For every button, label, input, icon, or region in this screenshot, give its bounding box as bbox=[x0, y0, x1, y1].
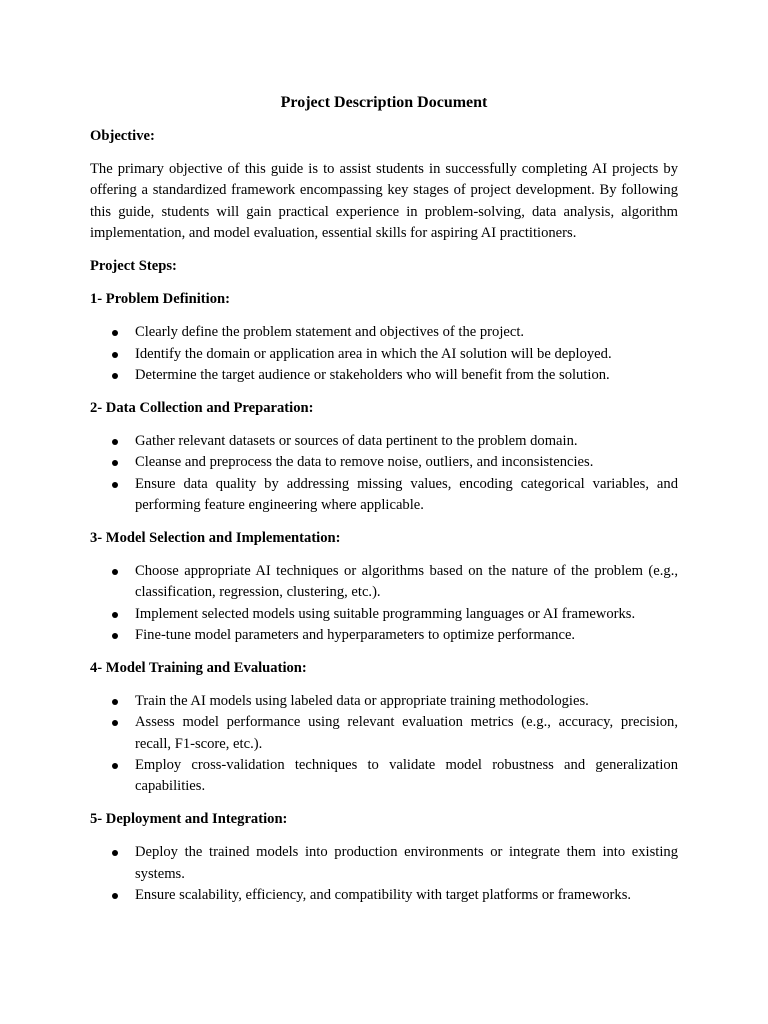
document-page bbox=[90, 92, 678, 918]
bullet-icon bbox=[112, 893, 118, 899]
objective-heading: Objective: bbox=[90, 128, 155, 144]
list-item-text: Cleanse and preprocess the data to remove noise, outliers, and inconsistencies. bbox=[135, 454, 594, 471]
bullet-icon bbox=[112, 763, 118, 769]
list-item-text: Choose appropriate AI techniques or algorithms based on the nature of the problem (e.g., classification, regression, clustering, etc.). bbox=[135, 563, 678, 601]
list-item bbox=[90, 365, 678, 386]
bullet-icon bbox=[112, 612, 118, 618]
section-heading-deployment: 5- Deployment and Integration: bbox=[90, 811, 288, 828]
page-title: Project Description Document bbox=[280, 94, 488, 111]
list-item-text: Ensure scalability, efficiency, and compatibility with target platforms or frameworks. bbox=[135, 886, 632, 903]
bullet-icon bbox=[112, 482, 118, 488]
section-heading-model-selection: 3- Model Selection and Implementation: bbox=[90, 530, 341, 547]
bullet-icon bbox=[112, 699, 118, 705]
list-item bbox=[90, 474, 678, 516]
list-item bbox=[90, 625, 678, 646]
list-item-text: Employ cross-validation techniques to validate model robustness and generalization capabilities. bbox=[135, 756, 678, 795]
objective-paragraph: The primary objective of this guide is to assist students in successfully completing AI projects by offering a standardized framework encompassing key stages of project development. By following this guide, students will gain practical experience in problem-solving, data analysis, algorithm implementation, and model evaluation, essential skills for aspiring AI practitioners. bbox=[90, 161, 678, 241]
section-heading-data-collection: 2- Data Collection and Preparation: bbox=[90, 400, 314, 417]
list-item bbox=[90, 322, 678, 343]
bullet-list-problem-definition bbox=[90, 322, 678, 386]
bullet-icon bbox=[112, 720, 118, 726]
bullet-list-deployment bbox=[90, 842, 678, 906]
list-item-text: Deploy the trained models into production environments or integrate them into existing systems. bbox=[135, 844, 678, 882]
bullet-list-model-selection bbox=[90, 561, 678, 646]
list-item bbox=[90, 842, 678, 884]
list-item bbox=[90, 452, 678, 473]
bullet-icon bbox=[112, 330, 118, 336]
list-item-text: Fine-tune model parameters and hyperparameters to optimize performance. bbox=[135, 626, 576, 643]
list-item-text: Train the AI models using labeled data or appropriate training methodologies. bbox=[135, 693, 589, 710]
bullet-icon bbox=[112, 633, 118, 639]
list-item bbox=[90, 604, 678, 625]
list-item bbox=[90, 712, 678, 754]
list-item bbox=[90, 885, 678, 906]
section-heading-problem-definition: 1- Problem Definition: bbox=[90, 291, 230, 308]
section-heading-model-training: 4- Model Training and Evaluation: bbox=[90, 660, 307, 677]
list-item-text: Implement selected models using suitable programming languages or AI frameworks. bbox=[135, 605, 636, 622]
bullet-icon bbox=[112, 460, 118, 466]
list-item-text: Identify the domain or application area in which the AI solution will be deployed. bbox=[135, 345, 612, 362]
list-item bbox=[90, 561, 678, 603]
bullet-icon bbox=[112, 439, 118, 445]
bullet-icon bbox=[112, 569, 118, 575]
list-item bbox=[90, 431, 678, 452]
project-steps-heading: Project Steps: bbox=[90, 258, 177, 275]
list-item-text: Ensure data quality by addressing missing values, encoding categorical variables, and performing feature engineering where applicable. bbox=[135, 475, 678, 513]
list-item bbox=[90, 755, 678, 797]
list-item-text: Assess model performance using relevant evaluation metrics (e.g., accuracy, precision, recall, F1-score, etc.). bbox=[135, 714, 678, 752]
bullet-icon bbox=[112, 850, 118, 856]
bullet-list-model-training bbox=[90, 691, 678, 797]
bullet-icon bbox=[112, 352, 118, 358]
list-item-text: Determine the target audience or stakeholders who will benefit from the solution. bbox=[135, 366, 610, 383]
bullet-list-data-collection bbox=[90, 431, 678, 516]
bullet-icon bbox=[112, 373, 118, 379]
list-item bbox=[90, 691, 678, 712]
list-item bbox=[90, 344, 678, 365]
list-item-text: Gather relevant datasets or sources of data pertinent to the problem domain. bbox=[135, 433, 578, 450]
list-item-text: Clearly define the problem statement and objectives of the project. bbox=[135, 324, 525, 341]
